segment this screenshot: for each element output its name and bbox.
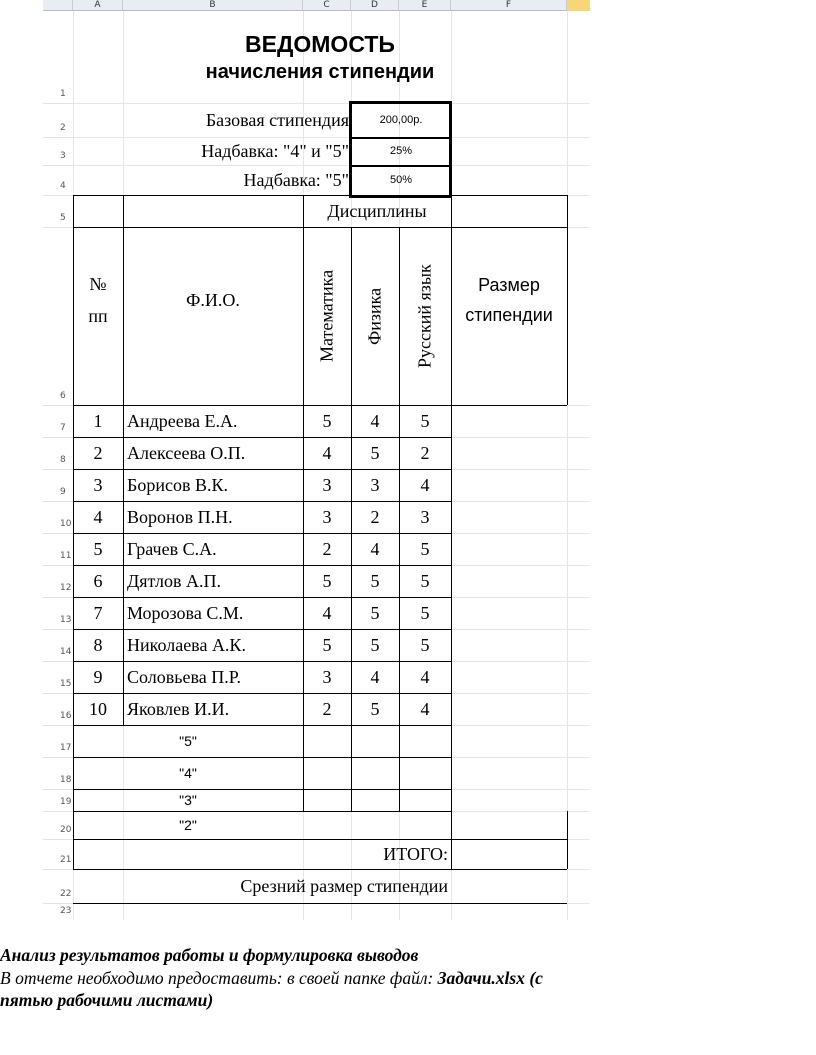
student-name[interactable]: Яковлев И.И. bbox=[127, 698, 230, 719]
table-border-h bbox=[73, 405, 451, 406]
param-label[interactable]: Базовая стипендия bbox=[205, 109, 349, 130]
param-box-top bbox=[351, 101, 451, 104]
table-border-h bbox=[73, 597, 451, 598]
student-name[interactable]: Борисов В.К. bbox=[127, 474, 228, 495]
grade-cell[interactable]: 4 bbox=[370, 410, 380, 431]
table-border-v bbox=[303, 195, 304, 811]
student-number[interactable]: 8 bbox=[93, 634, 103, 655]
grade-cell[interactable]: 2 bbox=[322, 538, 332, 559]
grade-cell[interactable]: 3 bbox=[322, 666, 332, 687]
stipend-cell[interactable] bbox=[451, 661, 567, 693]
student-name[interactable]: Морозова С.М. bbox=[127, 602, 244, 623]
stipend-cell[interactable] bbox=[451, 693, 567, 725]
grade-count-cell[interactable] bbox=[399, 789, 451, 811]
row-header[interactable]: 22 bbox=[60, 889, 72, 899]
row-header[interactable]: 11 bbox=[60, 551, 72, 561]
column-header-c[interactable]: C bbox=[303, 0, 351, 11]
student-name[interactable]: Андреева Е.А. bbox=[127, 410, 238, 431]
row-header-divider bbox=[43, 661, 73, 662]
row-header[interactable]: 1 bbox=[60, 89, 66, 99]
grade-cell[interactable]: 3 bbox=[370, 474, 380, 495]
grade-count-cell[interactable] bbox=[399, 811, 451, 839]
row-header-divider bbox=[43, 533, 73, 534]
table-border-v bbox=[73, 195, 74, 869]
table-border-h bbox=[73, 725, 451, 726]
stipend-cell[interactable] bbox=[451, 629, 567, 661]
column-header-selected[interactable] bbox=[567, 0, 590, 11]
student-number[interactable]: 10 bbox=[89, 698, 107, 719]
grade-cell[interactable]: 3 bbox=[322, 474, 332, 495]
fio-header[interactable]: Ф.И.О. bbox=[186, 289, 240, 310]
table-border-h bbox=[73, 195, 567, 196]
grade-count-cell[interactable] bbox=[351, 811, 399, 839]
row-header[interactable]: 16 bbox=[60, 711, 72, 721]
subject-header[interactable]: Физика bbox=[364, 287, 385, 345]
row-header-divider bbox=[43, 903, 73, 904]
column-header-f[interactable]: F bbox=[451, 0, 567, 11]
row-header-divider bbox=[43, 811, 73, 812]
row-header[interactable]: 8 bbox=[60, 455, 66, 465]
grade-cell[interactable]: 5 bbox=[420, 570, 430, 591]
report-file-name: Задачи.xlsx (с bbox=[437, 968, 543, 988]
grade-cell[interactable]: 2 bbox=[322, 698, 332, 719]
row-header[interactable]: 17 bbox=[60, 743, 72, 753]
student-name[interactable]: Николаева А.К. bbox=[127, 634, 246, 655]
row-header-divider bbox=[43, 757, 73, 758]
stipend-cell[interactable] bbox=[451, 437, 567, 469]
subject-header[interactable]: Русский язык bbox=[414, 264, 435, 368]
grade-cell[interactable]: 4 bbox=[322, 442, 332, 463]
number-header[interactable]: № пп bbox=[88, 274, 108, 326]
gridline-v bbox=[567, 11, 568, 920]
average-label[interactable]: Срезний размер стипендии bbox=[240, 875, 448, 896]
param-box-left bbox=[349, 101, 352, 198]
grade-cell[interactable]: 3 bbox=[322, 506, 332, 527]
grade-cell[interactable]: 5 bbox=[370, 698, 380, 719]
table-border-v bbox=[567, 195, 568, 405]
row-header-divider bbox=[43, 869, 73, 870]
table-border-h bbox=[73, 565, 451, 566]
param-value[interactable]: 50% bbox=[389, 174, 413, 186]
student-name[interactable]: Воронов П.Н. bbox=[127, 506, 233, 527]
grade-cell[interactable]: 4 bbox=[420, 666, 430, 687]
row-header-divider bbox=[43, 437, 73, 438]
row-header-divider bbox=[43, 693, 73, 694]
row-header-divider bbox=[43, 137, 73, 138]
stipend-cell[interactable] bbox=[451, 501, 567, 533]
size-header[interactable]: Размер стипендии bbox=[465, 275, 553, 325]
student-name[interactable]: Соловьева П.Р. bbox=[127, 666, 241, 687]
grade-count-cell[interactable] bbox=[303, 725, 351, 757]
table-border-h bbox=[303, 227, 451, 228]
report-instructions-cont: пятью рабочими листами) bbox=[0, 990, 214, 1010]
row-header-divider bbox=[43, 103, 73, 104]
grade-cell[interactable]: 5 bbox=[420, 602, 430, 623]
row-header[interactable]: 21 bbox=[60, 855, 72, 865]
stipend-cell[interactable] bbox=[451, 565, 567, 597]
table-border-v bbox=[351, 227, 352, 811]
grade-count-label[interactable]: "5" bbox=[179, 733, 197, 749]
row-header[interactable]: 12 bbox=[60, 583, 72, 593]
grade-cell[interactable]: 2 bbox=[420, 442, 430, 463]
student-number[interactable]: 3 bbox=[93, 474, 103, 495]
student-name[interactable]: Грачев С.А. bbox=[127, 538, 217, 559]
grade-count-cell[interactable] bbox=[303, 757, 351, 789]
grade-cell[interactable]: 5 bbox=[322, 634, 332, 655]
row-header[interactable]: 7 bbox=[60, 423, 66, 433]
total-label[interactable]: ИТОГО: bbox=[383, 843, 448, 864]
row-header-divider bbox=[43, 165, 73, 166]
grade-cell[interactable]: 5 bbox=[322, 570, 332, 591]
table-border-h bbox=[73, 437, 451, 438]
param-box-sep bbox=[351, 137, 451, 139]
row-header-divider bbox=[43, 789, 73, 790]
stipend-cell[interactable] bbox=[451, 533, 567, 565]
grade-count-label[interactable]: "2" bbox=[179, 817, 197, 833]
row-header-divider bbox=[43, 839, 73, 840]
row-header-divider bbox=[43, 597, 73, 598]
grade-cell[interactable]: 4 bbox=[322, 602, 332, 623]
grade-cell[interactable]: 5 bbox=[322, 410, 332, 431]
grade-cell[interactable]: 4 bbox=[420, 698, 430, 719]
grade-count-cell[interactable] bbox=[351, 725, 399, 757]
grade-cell[interactable]: 4 bbox=[420, 474, 430, 495]
param-value[interactable]: 25% bbox=[389, 145, 413, 157]
title-line-2: начисления стипендии bbox=[205, 61, 435, 83]
student-number[interactable]: 6 bbox=[93, 570, 103, 591]
param-label[interactable]: Надбавка: "5" bbox=[243, 169, 349, 190]
row-header[interactable]: 13 bbox=[60, 615, 72, 625]
stipend-cell[interactable] bbox=[451, 469, 567, 501]
table-border-h bbox=[73, 693, 451, 694]
total-value[interactable] bbox=[451, 839, 567, 869]
grade-count-cell[interactable] bbox=[399, 725, 451, 757]
grade-count-cell[interactable] bbox=[351, 789, 399, 811]
table-border-h bbox=[73, 629, 451, 630]
table-border-h bbox=[73, 661, 451, 662]
report-instructions bbox=[0, 968, 543, 989]
grade-count-label[interactable]: "4" bbox=[179, 765, 197, 781]
table-border-v bbox=[123, 195, 124, 725]
table-border-v bbox=[399, 227, 400, 811]
row-header[interactable]: 5 bbox=[60, 213, 66, 223]
param-box-right bbox=[449, 101, 452, 198]
grade-cell[interactable]: 5 bbox=[420, 538, 430, 559]
row-header-divider bbox=[43, 227, 73, 228]
param-label[interactable]: Надбавка: "4" и "5" bbox=[201, 140, 349, 161]
row-header[interactable]: 15 bbox=[60, 679, 72, 689]
grade-cell[interactable]: 2 bbox=[370, 506, 380, 527]
table-border-h bbox=[73, 839, 567, 840]
row-header-divider bbox=[43, 501, 73, 502]
grade-count-cell[interactable] bbox=[303, 811, 351, 839]
student-name[interactable]: Алексеева О.П. bbox=[127, 442, 246, 463]
grade-cell[interactable]: 5 bbox=[370, 570, 380, 591]
table-border-h bbox=[73, 757, 451, 758]
grade-cell[interactable]: 5 bbox=[420, 410, 430, 431]
disciplines-header[interactable]: Дисциплины bbox=[327, 200, 427, 221]
row-header-divider bbox=[43, 469, 73, 470]
row-header[interactable]: 3 bbox=[60, 151, 66, 161]
table-border-h bbox=[73, 501, 451, 502]
grade-cell[interactable]: 4 bbox=[370, 538, 380, 559]
title-line-1: ВЕДОМОСТЬ bbox=[245, 31, 395, 57]
report-instructions-text: В отчете необходимо предоставить: в своей папке файл: bbox=[0, 968, 438, 988]
grade-cell[interactable]: 5 bbox=[420, 634, 430, 655]
column-header-b[interactable]: B bbox=[123, 0, 303, 11]
row-header[interactable]: 2 bbox=[60, 123, 66, 133]
stipend-cell[interactable] bbox=[451, 597, 567, 629]
row-header[interactable]: 14 bbox=[60, 647, 72, 657]
grade-count-label[interactable]: "3" bbox=[179, 792, 197, 808]
student-number[interactable]: 1 bbox=[93, 410, 103, 431]
student-number[interactable]: 4 bbox=[93, 506, 103, 527]
row-header-divider bbox=[43, 725, 73, 726]
sheet-title[interactable] bbox=[73, 11, 567, 103]
table-border-h bbox=[73, 869, 567, 870]
table-border-v bbox=[567, 811, 568, 869]
row-header[interactable]: 9 bbox=[60, 487, 66, 497]
average-value[interactable] bbox=[451, 869, 567, 903]
grade-cell[interactable]: 5 bbox=[370, 602, 380, 623]
student-number[interactable]: 9 bbox=[93, 666, 103, 687]
row-header[interactable]: 6 bbox=[60, 391, 66, 401]
grade-cell[interactable]: 5 bbox=[370, 634, 380, 655]
grade-cell[interactable]: 5 bbox=[370, 442, 380, 463]
student-name[interactable]: Дятлов А.П. bbox=[127, 570, 221, 591]
student-number[interactable]: 2 bbox=[93, 442, 103, 463]
row-header[interactable]: 10 bbox=[60, 519, 72, 529]
column-header-d[interactable]: D bbox=[351, 0, 399, 11]
row-header[interactable]: 20 bbox=[60, 825, 72, 835]
select-all-corner[interactable] bbox=[43, 0, 73, 11]
row-header[interactable]: 4 bbox=[60, 181, 66, 191]
subject-header[interactable]: Математика bbox=[316, 269, 337, 363]
grade-cell[interactable]: 3 bbox=[420, 506, 430, 527]
row-header[interactable]: 19 bbox=[60, 797, 72, 807]
table-border-h bbox=[73, 533, 451, 534]
table-border-h bbox=[73, 811, 451, 812]
table-border-h bbox=[73, 789, 451, 790]
grade-cell[interactable]: 4 bbox=[370, 666, 380, 687]
grade-count-cell[interactable] bbox=[351, 757, 399, 789]
stipend-cell[interactable] bbox=[451, 405, 567, 437]
param-value[interactable]: 200,00р. bbox=[379, 114, 423, 126]
param-box-sep bbox=[351, 165, 451, 167]
table-border-h bbox=[73, 469, 451, 470]
row-header-divider bbox=[43, 565, 73, 566]
grade-count-cell[interactable] bbox=[303, 789, 351, 811]
row-header[interactable]: 23 bbox=[60, 906, 72, 916]
table-border-h bbox=[73, 903, 567, 904]
column-header-e[interactable]: E bbox=[399, 0, 451, 11]
row-header-divider bbox=[43, 405, 73, 406]
analysis-heading: Анализ результатов работы и формулировка выводов bbox=[0, 945, 419, 965]
column-header-a[interactable]: A bbox=[73, 0, 123, 11]
table-border-v bbox=[451, 195, 452, 869]
row-header[interactable]: 18 bbox=[60, 775, 72, 785]
student-number[interactable]: 7 bbox=[93, 602, 103, 623]
student-number[interactable]: 5 bbox=[93, 538, 103, 559]
grade-count-cell[interactable] bbox=[399, 757, 451, 789]
row-header-divider bbox=[43, 629, 73, 630]
row-header-divider bbox=[43, 195, 73, 196]
